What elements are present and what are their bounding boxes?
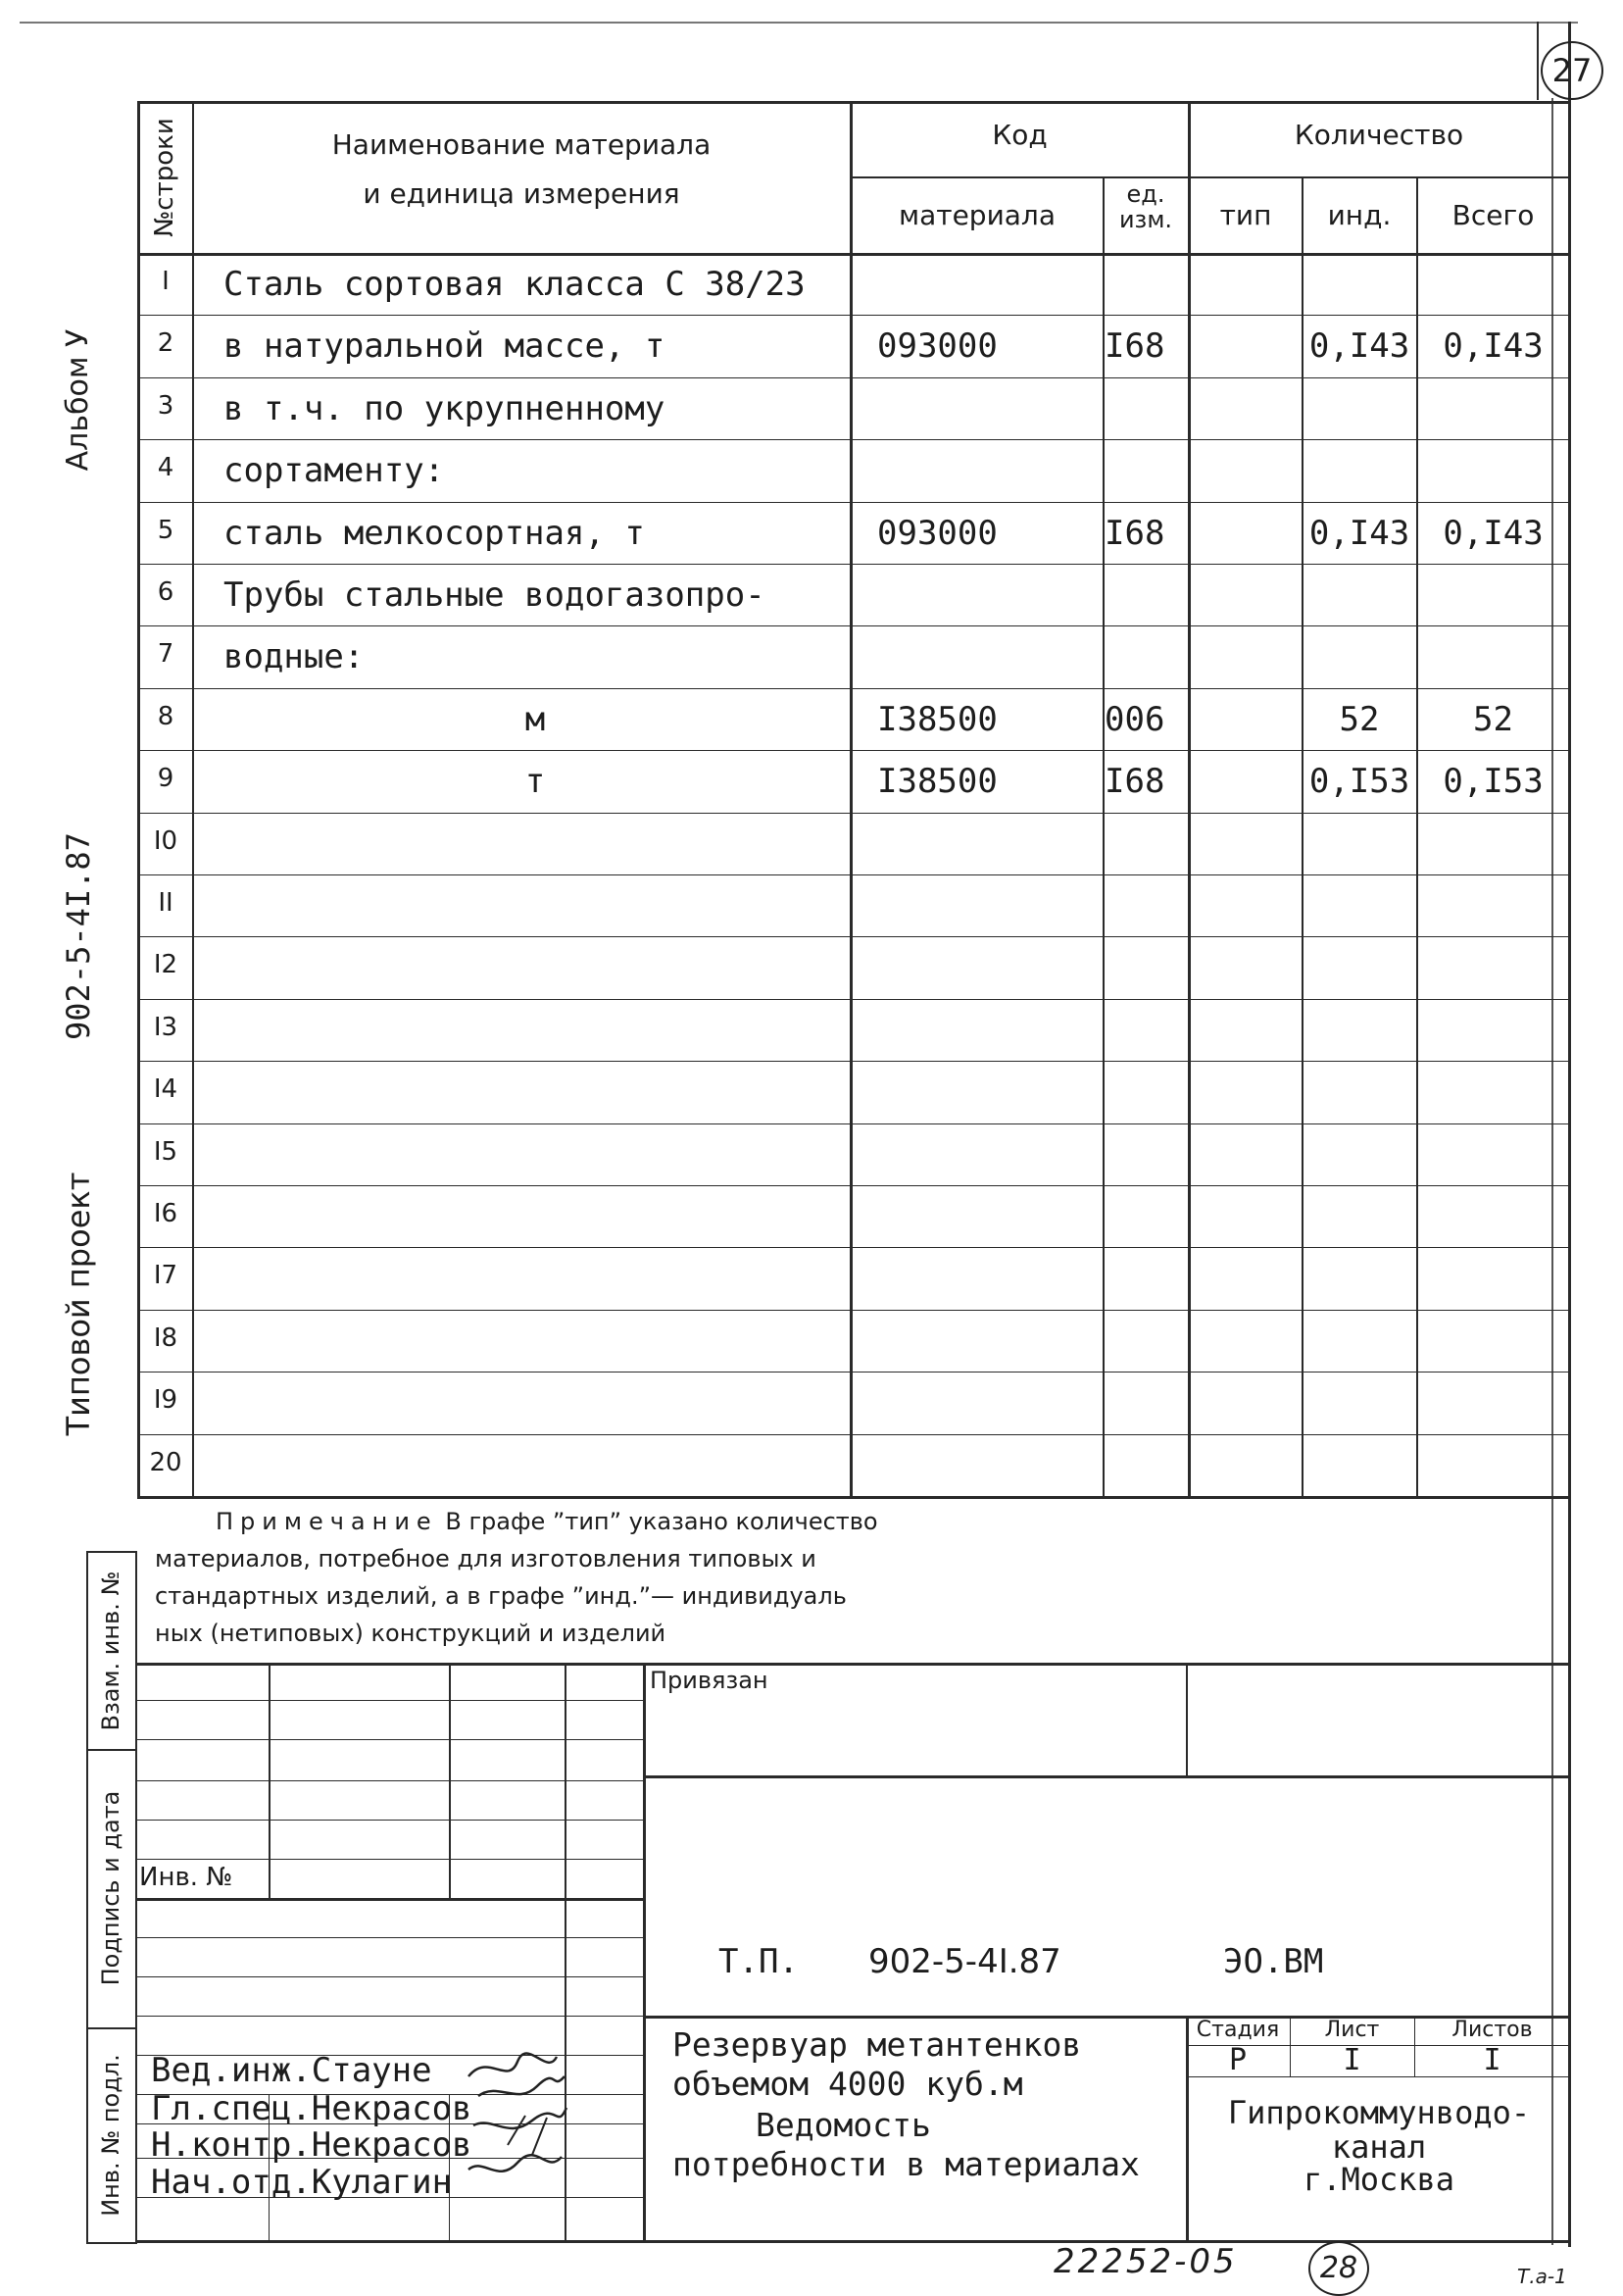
stamp-podpis-data: Подпись и дата (97, 1790, 124, 1986)
cell-ind: 0,I43 (1308, 513, 1410, 553)
cell-n: 7 (157, 639, 174, 670)
cell-code: 093000 (877, 326, 998, 367)
org-line-1: Гипрокоммунводо- (1227, 2094, 1531, 2131)
doc-code-bottom: 22252-05 (1054, 2242, 1238, 2281)
cell-n: 6 (157, 577, 174, 607)
inv-no-label: Инв. № (139, 1863, 233, 1892)
cell-unit: I68 (1105, 762, 1165, 802)
table-row (137, 874, 1568, 936)
table-row (137, 564, 1568, 625)
table-row (137, 813, 1568, 874)
title-line-3: Ведомость (756, 2106, 931, 2144)
col-header-name-line1: Наименование материала (331, 128, 712, 161)
cell-n: I7 (153, 1261, 178, 1291)
cell-n: 9 (157, 764, 174, 794)
stage-label: Стадия (1196, 2018, 1280, 2042)
col-header-rows: №строки (150, 118, 179, 237)
table-row (137, 1123, 1568, 1185)
side-project-type: Типовой проект (60, 1172, 97, 1436)
note-line4: ных (нетиповых) конструкций и изделий (155, 1620, 666, 1647)
table-row (137, 1372, 1568, 1433)
cell-name: Трубы стальные водогазопро- (223, 575, 765, 615)
col-header-qty: Количество (1294, 119, 1464, 151)
cell-name: т (524, 762, 546, 802)
cell-name: сортаменту: (223, 451, 445, 491)
cell-name: в т.ч. по укрупненному (223, 388, 665, 428)
stage-value: Р (1228, 2043, 1248, 2077)
sheet-label: Лист (1324, 2018, 1380, 2042)
col-header-qty-ind: инд. (1327, 199, 1392, 231)
cell-n: I3 (153, 1012, 178, 1042)
cell-name: сталь мелкосортная, т (223, 513, 645, 553)
signer-3: Н.контр.Некрасов (151, 2125, 472, 2165)
table-row (137, 1247, 1568, 1309)
org-line-2: канал (1331, 2128, 1427, 2166)
cell-unit: I68 (1105, 513, 1165, 553)
table-row (137, 1434, 1568, 1496)
note-line1: В графе ”тип” указано количество (445, 1508, 878, 1535)
cell-unit: 006 (1105, 699, 1165, 739)
stamp-inv-podl: Инв. № подл. (97, 2054, 124, 2217)
cell-name: Сталь сортовая класса С 38/23 (223, 265, 806, 304)
cell-unit: I68 (1105, 326, 1165, 367)
org-line-3: г.Москва (1303, 2161, 1455, 2198)
col-header-name-line2: и единица измерения (363, 177, 680, 210)
cell-n: 20 (149, 1447, 182, 1477)
title-line-2: объемом 4000 куб.м (672, 2065, 1023, 2103)
cell-ind: 0,I43 (1308, 326, 1410, 367)
cell-n: 5 (157, 515, 174, 545)
sheet-value: I (1343, 2043, 1361, 2077)
table-row (137, 688, 1568, 750)
cell-total: 0,I43 (1443, 513, 1544, 553)
cell-name: м (524, 699, 546, 739)
tp-mark: ЭО.ВМ (1223, 1942, 1324, 1981)
cell-n: I0 (153, 825, 178, 856)
table-row (137, 502, 1568, 564)
signature-scribbles (449, 2047, 576, 2239)
title-line-4: потребности в материалах (672, 2145, 1140, 2183)
col-header-code-unit: ед. изм. (1118, 180, 1173, 233)
signer-4: Нач.отд.Кулагин (151, 2163, 453, 2202)
materials-table (137, 101, 1570, 1498)
tp-label: Т.П. (718, 1942, 799, 1981)
page-number-bottom: 28 (1308, 2241, 1369, 2296)
cell-total: 0,I43 (1443, 326, 1544, 367)
side-album-label: Альбом У (61, 328, 95, 472)
cell-n: I9 (153, 1385, 178, 1416)
table-row (137, 625, 1568, 687)
corner-mark: Т.а-1 (1517, 2265, 1567, 2288)
note-line2: материалов, потребное для изготовления типовых и (155, 1545, 816, 1572)
side-project-number: 902-5-4I.87 (60, 832, 97, 1040)
cell-n: I (162, 267, 170, 296)
table-row (137, 253, 1568, 315)
signer-2: Гл.спец.Некрасов (151, 2089, 472, 2128)
table-row (137, 750, 1568, 812)
table-row (137, 377, 1568, 439)
cell-total: 52 (1473, 699, 1513, 739)
cell-code: 093000 (877, 513, 998, 553)
table-row (137, 315, 1568, 376)
top-edge-line (20, 22, 1578, 24)
cell-name: в натуральной массе, т (223, 326, 665, 367)
table-row (137, 439, 1568, 501)
cell-n: 8 (157, 701, 174, 731)
table-row (137, 1185, 1568, 1247)
cell-ind: 52 (1339, 699, 1380, 739)
cell-n: I5 (153, 1136, 178, 1167)
col-header-qty-type: тип (1219, 199, 1272, 231)
cell-code: I38500 (877, 699, 998, 739)
col-header-code: Код (992, 119, 1048, 151)
page-number-top: 27 (1541, 41, 1603, 100)
cell-n: I6 (153, 1199, 178, 1228)
cell-n: I4 (153, 1074, 178, 1105)
page-number-tab-line (1537, 22, 1539, 100)
cell-name: водные: (223, 637, 365, 677)
cell-n: II (158, 888, 173, 918)
privyazan-label: Привязан (650, 1667, 768, 1694)
col-header-code-material: материала (898, 199, 1056, 231)
table-row (137, 936, 1568, 998)
cell-n: 2 (157, 328, 174, 359)
sheets-value: I (1483, 2043, 1501, 2077)
cell-n: 3 (157, 390, 174, 421)
stamp-vzam-inv: Взам. инв. № (97, 1571, 124, 1731)
title-line-1: Резервуар метантенков (672, 2025, 1082, 2064)
cell-total: 0,I53 (1443, 762, 1544, 802)
cell-n: I2 (153, 950, 178, 980)
sheets-label: Листов (1451, 2018, 1533, 2042)
signer-1: Вед.инж.Стауне (151, 2051, 432, 2090)
table-row (137, 1310, 1568, 1372)
table-row (137, 1061, 1568, 1123)
tp-number: 902-5-4I.87 (868, 1942, 1061, 1981)
footnote (155, 1503, 1135, 1652)
title-block (135, 1663, 1570, 2243)
note-line3: стандартных изделий, а в графе ”инд.”— индивидуаль (155, 1582, 847, 1610)
col-header-qty-total: Всего (1451, 199, 1535, 231)
cell-ind: 0,I53 (1308, 762, 1410, 802)
stamp-strip-left (86, 1551, 88, 2242)
cell-n: I8 (153, 1323, 178, 1353)
cell-n: 4 (157, 453, 174, 483)
note-label: Примечание (216, 1508, 438, 1535)
cell-code: I38500 (877, 762, 998, 802)
table-row (137, 999, 1568, 1061)
